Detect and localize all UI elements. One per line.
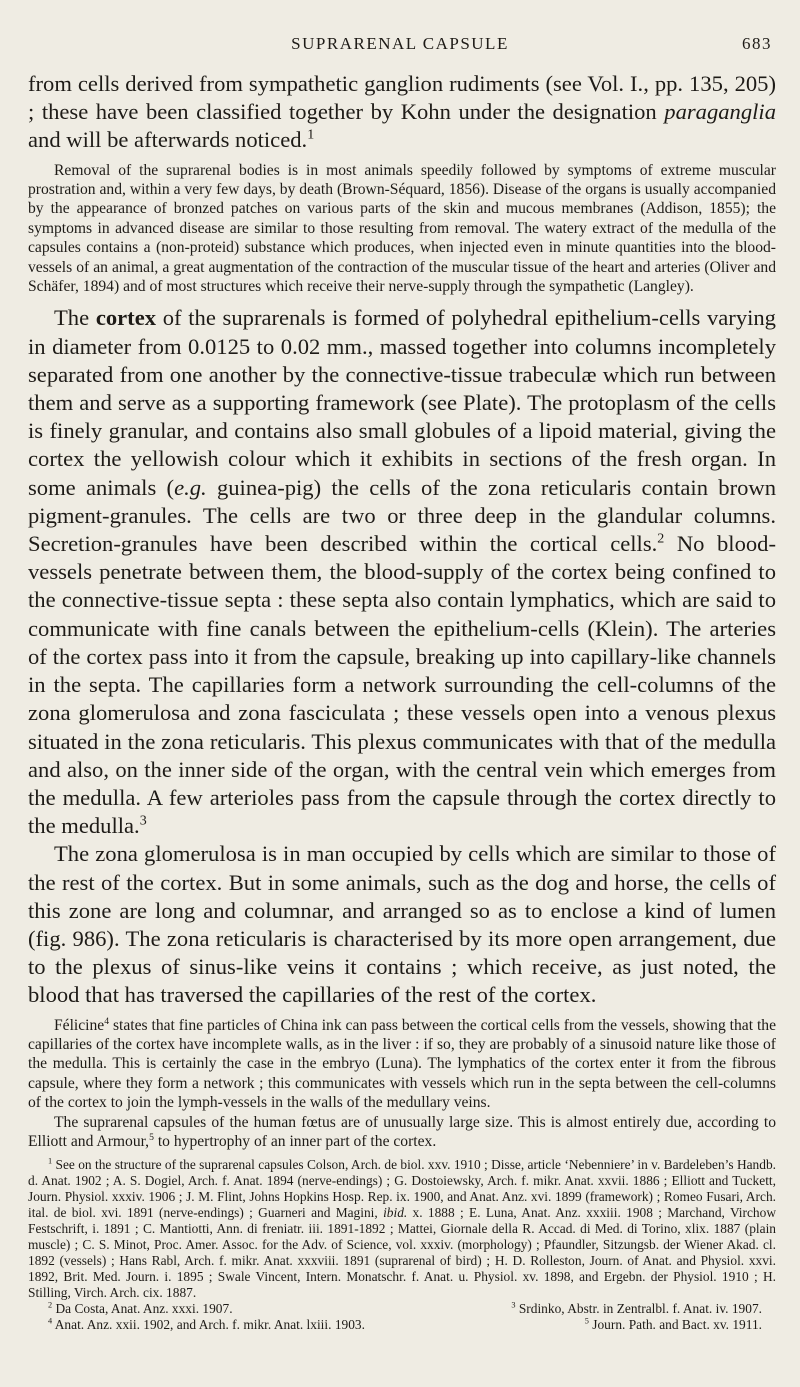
footnote-row-2-3: [28, 1301, 776, 1317]
cortex-keyword: cortex: [95, 305, 157, 331]
page-number: 683: [742, 34, 772, 53]
felicine-paragraph: Félicine$^4$ states that fine particles of China ink can pass between the cortical cells from the vessels, showing that the capillaries of the cortex have incomplete walls, as in the liver : if so, they are probably of a sinusoid nature like those of the medulla. This is certainly the case in the embryo (Luna). The lymphatics of the cortex enter it from the fibrous capsule, where they form a network ; this communicates with vessels which run in the septa between the cell-columns of the cortex to join the lymph-vessels in the walls of the medullary veins.: [28, 1015, 776, 1112]
footnote-ref-5: 5: [149, 1131, 154, 1143]
footnote-1: $^1$ See on the structure of the suprarenal capsules Colson, Arch. de biol. xxv. 1910 ; Disse, article ‘Nebenniere’ in v. Bardeleben’s Handb. d. Anat. 1902 ; A. S. Dogiel, Arch. f. Anat. 1894 (nerve-endings) ; G. Dostoiewsky, Arch. f. mikr. Anat. xxvii. 1886 ; Elliott and Tuckett, Journ. Physiol. xxxiv. 1906 ; J. M. Flint, Johns Hopkins Hosp. Rep. ix. 1900, and Anat. Anz. xvi. 1899 (framework) ; Romeo Fusari, Arch. ital. de biol. xvi. 1891 (nerve-endings) ; Guarneri and Magini, ibid. x. 1888 ; E. Luna, Anat. Anz. xxxiii. 1908 ; Marchand, Virchow Festschrift, i. 1891 ; C. Mantiotti, Ann. di freniatr. iii. 1891-1892 ; Mattei, Giornale della R. Accad. di Med. di Torino, xlix. 1887 (plain muscle) ; C. S. Minot, Proc. Amer. Assoc. for the Adv. of Science, vol. xxxiv. (morphology) ; Pfaundler, Sitzungsb. der Wiener Akad. cl. 1892 (vessels) ; Hans Rabl, Arch. f. mikr. Anat. xxxviii. 1891 (suprarenal of bird) ; H. D. Rolleston, Journ. of Anat. and Physiol. xxvi. 1892, Brit. Med. Journ. i. 1895 ; Swale Vincent, Intern. Monatschr. f. Anat. u. Physiol. xv. 1898, and Ergebn. der Physiol. 1910 ; H. Stilling, Virch. Arch. cix. 1887.: [28, 1156, 776, 1301]
running-head: [0, 34, 800, 60]
footnote-ref-4: 4: [104, 1015, 110, 1027]
glomerulosa-paragraph: The zona glomerulosa is in man occupied by cells which are similar to those of the rest of the cortex. But in some animals, such as the dog and horse, the cells of this zone are long and columnar, and arranged so as to enclose a kind of lumen (fig. 986). The zona reticularis is characterised by its more open arrangement, due to the plexus of sinus-like veins it contains ; which receive, as just noted, the blood that has traversed the capillaries of the rest of the cortex.: [28, 841, 776, 1008]
running-title: SUPRARENAL CAPSULE: [291, 34, 509, 53]
cortex-paragraph: The cortex of the suprarenals is formed of polyhedral epithelium-cells varying in diameter from 0.0125 to 0.02 mm., massed together into columns incompletely separated from one another by the connective-tissue trabeculæ which run between them and serve as a supporting framework (see Plate). The protoplasm of the cells is finely granular, and contains also small globules of a lipoid material, giving the cortex the yellowish colour which it exhibits in sections of the fresh organ. In some animals (e.g. guinea-pig) the cells of the zona reticularis contain brown pigment-granules. The cells are two or three deep in the glandular columns. Secretion-granules have been described within the cortical cells.$^2$ No blood-vessels penetrate between them, the blood-supply of the cortex being confined to the connective-tissue septa : these septa also contain lymphatics, which are said to communicate with fine canals between the epithelium-cells (Klein). The arteries of the cortex pass into it from the capsule, breaking up into capillary-like channels in the septa. The capillaries form a network surrounding the cell-columns of the zona glomerulosa and zona fasciculata ; these vessels open into a venous plexus situated in the zona reticularis. This plexus communicates with that of the medulla and also, on the inner side of the organ, with the central vein which emerges from the medulla. A few arterioles pass from the capsule through the cortex directly to the medulla.$^3$: [28, 305, 776, 839]
footnote-4: $^4$ Anat. Anz. xxii. 1902, and Arch. f. mikr. Anat. lxiii. 1903.: [48, 1316, 365, 1333]
footnotes: [28, 1157, 776, 1333]
footnote-2: $^2$ Da Costa, Anat. Anz. xxxi. 1907.: [48, 1300, 233, 1317]
footnote-row-4-5: [28, 1317, 776, 1333]
intro-paragraph: from cells derived from sympathetic ganglion rudiments (see Vol. I., pp. 135, 205) ; these have been classified together by Kohn under the designation paraganglia and will be afterwards noticed.$^1$: [28, 71, 776, 153]
footnote-5: $^5$ Journ. Path. and Bact. xv. 1911.: [584, 1316, 762, 1333]
paraganglia-term: paraganglia: [664, 99, 776, 125]
footnote-ref-3: 3: [139, 813, 147, 829]
footnote-3: $^3$ Srdinko, Abstr. in Zentralbl. f. Anat. iv. 1907.: [511, 1300, 762, 1317]
foetus-paragraph: The suprarenal capsules of the human fœtus are of unusually large size. This is almost entirely due, according to Elliott and Armour,$^5$ to hypertrophy of an inner part of the cortex.: [28, 1113, 776, 1150]
footnote-ref-2: 2: [657, 531, 665, 547]
footnote-ref-1: 1: [307, 127, 315, 143]
body-text: [28, 70, 776, 1333]
removal-paragraph: Removal of the suprarenal bodies is in most animals speedily followed by symptoms of extreme muscular prostration and, within a very few days, by death (Brown-Séquard, 1856). Disease of the organs is usually accompanied by the appearance of bronzed patches on various parts of the skin and mucous membranes (Addison, 1855); the symptoms in advanced disease are similar to those resulting from removal. The watery extract of the medulla of the capsules contains a (non-proteid) substance which produces, when injected even in minute quantities into the blood-vessels of an animal, a great augmentation of the contraction of the muscular tissue of the heart and arteries (Oliver and Schäfer, 1894) and of most structures which receive their nerve-supply through the sympathetic (Langley).: [28, 161, 776, 296]
